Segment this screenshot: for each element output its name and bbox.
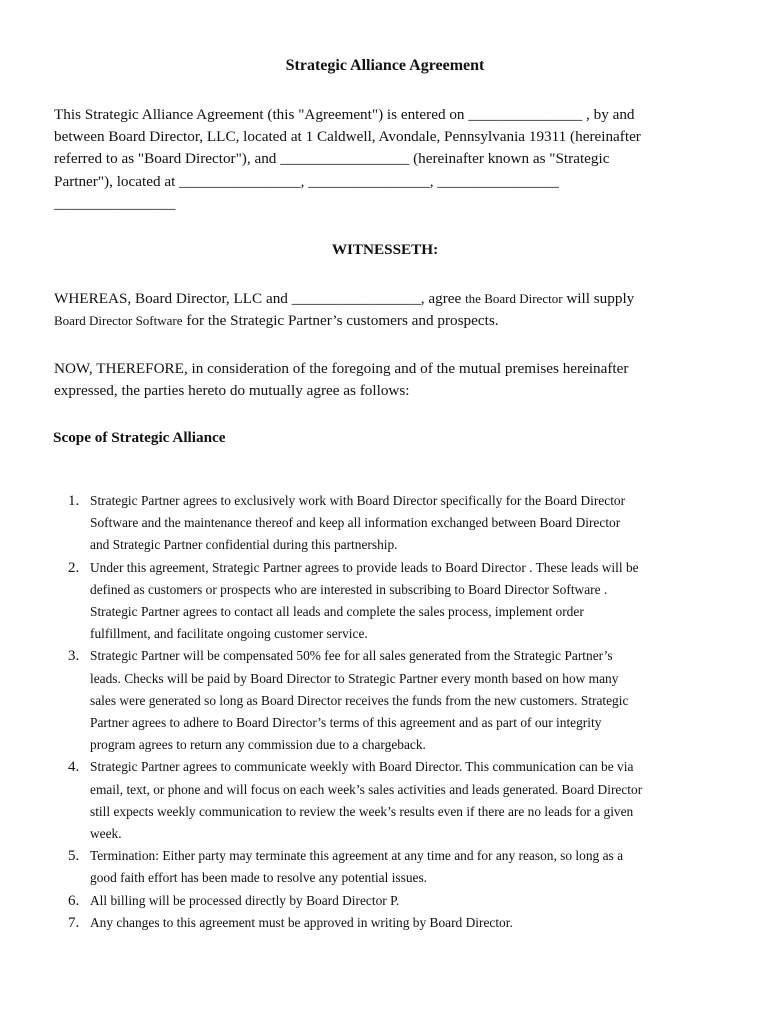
term-line: still expects weekly communication to review the week’s results even if there are no leads for a given xyxy=(90,803,634,819)
whereas-software: Board Director Software xyxy=(54,313,183,329)
witnesseth-heading: WITNESSETH: xyxy=(331,241,439,258)
whereas-text: WHEREAS, Board Director, LLC and _________________, agree xyxy=(54,290,466,307)
term-number: 6. xyxy=(68,892,80,909)
now-line: NOW, THEREFORE, in consideration of the foregoing and of the mutual premises hereinafter xyxy=(54,360,629,377)
term-number: 2. xyxy=(68,559,80,576)
intro-line: ________________ xyxy=(54,194,176,212)
term-line: Under this agreement, Strategic Partner agrees to provide leads to Board Director . These leads will be xyxy=(90,559,639,575)
term-line: and Strategic Partner confidential during this partnership. xyxy=(90,537,398,553)
whereas-text: will supply xyxy=(562,290,635,307)
term-line: Strategic Partner will be compensated 50% fee for all sales generated from the Strategic Partner’s xyxy=(90,648,613,664)
term-line: Strategic Partner agrees to exclusively work with Board Director specifically for the Board Director xyxy=(90,493,626,508)
term-line: All billing will be processed directly by Board Director P. xyxy=(90,892,400,908)
term-item xyxy=(68,912,722,934)
term-line: Partner agrees to adhere to Board Director’s terms of this agreement and as part of our integrity xyxy=(90,715,602,731)
intro-paragraph xyxy=(54,104,734,215)
intro-line: between Board Director, LLC, located at 1 Caldwell, Avondale, Pennsylvania 19311 (hereinafter xyxy=(54,128,641,146)
term-line: Any changes to this agreement must be approved in writing by Board Director. xyxy=(90,914,513,930)
whereas-text: for the Strategic Partner’s customers and prospects. xyxy=(182,312,499,330)
scope-heading: Scope of Strategic Alliance xyxy=(53,429,226,446)
whereas-paragraph xyxy=(54,288,734,332)
term-number: 1. xyxy=(68,493,80,509)
term-line: fulfillment, and facilitate ongoing customer service. xyxy=(90,626,368,642)
intro-line: Partner"), located at ________________, ________________, ________________ xyxy=(54,172,559,190)
term-line: week. xyxy=(90,826,122,842)
intro-line: referred to as "Board Director"), and _________________ (hereinafter known as "Strategic xyxy=(54,150,610,168)
term-item xyxy=(68,756,722,845)
term-line: leads. Checks will be paid by Board Director to Strategic Partner every month based on how many xyxy=(90,670,619,686)
term-number: 7. xyxy=(68,914,80,931)
term-number: 3. xyxy=(68,648,80,665)
document-title: Strategic Alliance Agreement xyxy=(285,57,485,74)
term-number: 4. xyxy=(68,759,80,776)
term-item xyxy=(68,890,722,912)
term-item xyxy=(68,645,722,756)
now-line: expressed, the parties hereto do mutually agree as follows: xyxy=(54,382,410,400)
term-line: good faith effort has been made to resolve any potential issues. xyxy=(90,870,428,886)
term-line: email, text, or phone and will focus on each week’s sales activities and leads generated. Board Director xyxy=(90,781,643,797)
term-item xyxy=(68,490,722,557)
term-item xyxy=(68,845,722,889)
term-line: Termination: Either party may terminate this agreement at any time and for any reason, so long as a xyxy=(90,848,624,864)
term-number: 5. xyxy=(68,848,80,865)
term-line: Software and the maintenance thereof and keep all information exchanged between Board Director xyxy=(90,515,621,531)
term-line: sales were generated so long as Board Director receives the funds from the new customers. Strategic xyxy=(90,692,629,708)
now-therefore-paragraph xyxy=(54,358,734,402)
term-line: defined as customers or prospects who are interested in subscribing to Board Director Software . xyxy=(90,581,608,597)
whereas-party: the Board Director xyxy=(465,291,563,306)
terms-list xyxy=(68,490,722,934)
whereas-line-1 xyxy=(54,288,734,310)
term-item xyxy=(68,557,722,646)
term-line: Strategic Partner agrees to communicate weekly with Board Director. This communication can be via xyxy=(90,759,634,775)
intro-line: This Strategic Alliance Agreement (this "Agreement") is entered on _______________ , by and xyxy=(54,106,635,123)
term-line: program agrees to return any commission due to a chargeback. xyxy=(90,737,426,753)
whereas-line-2 xyxy=(54,310,734,332)
term-line: Strategic Partner agrees to contact all leads and complete the sales process, implement order xyxy=(90,604,584,620)
